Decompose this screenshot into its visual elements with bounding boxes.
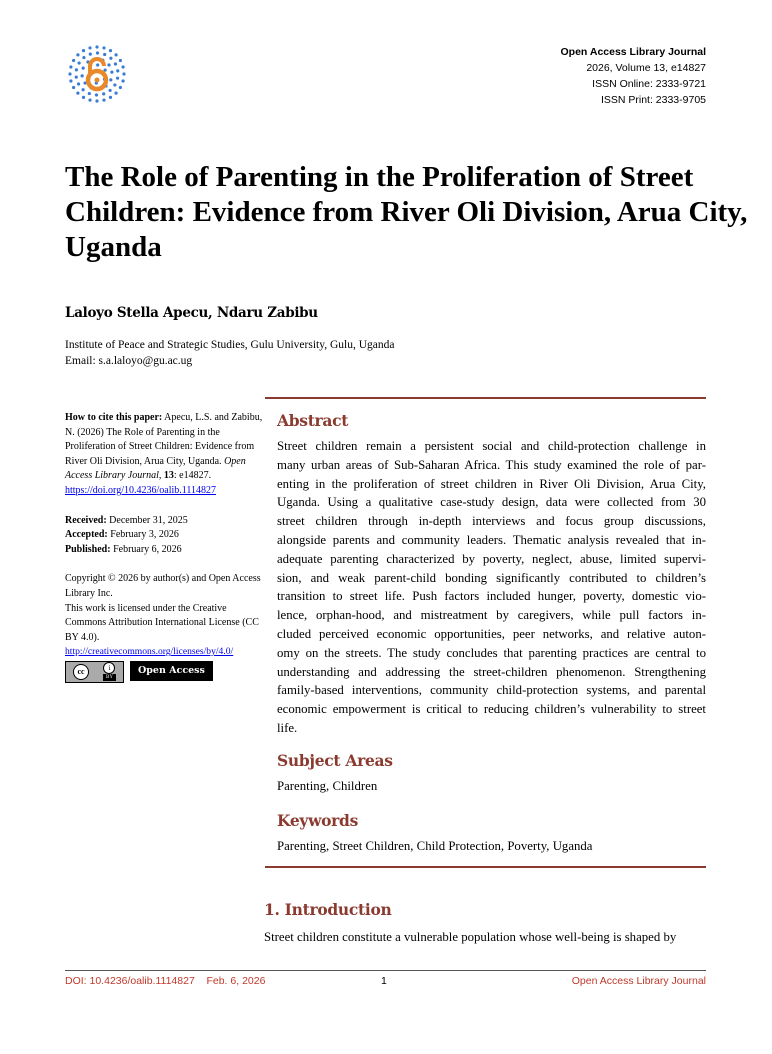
logo-dot	[75, 76, 78, 79]
subject-areas-heading: Subject Areas	[277, 751, 393, 770]
logo-dot	[75, 68, 78, 71]
abstract-line: understanding and addressing the street-children phenomenon. Strengthening	[277, 664, 706, 679]
logo-dot	[68, 72, 71, 75]
abstract-line: adequate parenting characterized by poverty, neglect, abuse, limited supervi-	[277, 551, 706, 566]
cc-icon: cc	[73, 664, 89, 680]
logo-dot	[116, 77, 119, 80]
logo-dot	[76, 53, 79, 56]
cite-pages: : e14827.	[173, 470, 212, 482]
logo-dot	[113, 83, 116, 86]
accepted-label: Accepted:	[65, 529, 108, 541]
abstract-line: sion, and weak parent-child bonding significantly contributed to children’s	[277, 570, 706, 585]
abstract-line: life.	[277, 720, 298, 735]
journal-header	[561, 44, 707, 108]
journal-name: Open Access Library Journal	[560, 46, 706, 58]
logo-dot	[88, 92, 91, 95]
page-footer	[65, 970, 706, 987]
logo-dot	[77, 61, 80, 64]
logo-dot	[82, 96, 85, 99]
badges	[65, 661, 265, 683]
received-date: December 31, 2025	[109, 514, 188, 526]
abstract-top-rule	[265, 397, 706, 399]
abstract-line: Uganda. Using a qualitative case-study design, data were collected from 30	[277, 495, 706, 510]
cite-journal: Open Access Library Journal,	[65, 455, 246, 482]
logo-dot	[88, 98, 91, 101]
logo-dot	[72, 86, 75, 89]
logo-dot	[95, 45, 98, 48]
abstract-bottom-rule	[265, 866, 706, 868]
logo-dot	[114, 62, 117, 65]
abstract-line: Street children remain a persistent social and child-protection challenge in	[277, 439, 706, 453]
issn-print: ISSN Print: 2333-9705	[600, 94, 706, 106]
open-access-badge[interactable]: Open Access	[130, 661, 213, 681]
logo-dot	[69, 79, 72, 82]
license-info	[65, 572, 265, 683]
published-label: Published:	[65, 543, 111, 555]
logo-dot	[96, 63, 99, 66]
email: Email: s.a.laloyo@gu.ac.ug	[65, 355, 193, 367]
doi-link[interactable]: https://doi.org/10.4236/oalib.1114827	[65, 484, 217, 496]
keywords-text: Parenting, Street Children, Child Protection, Poverty, Uganda	[277, 839, 593, 853]
logo-dot	[102, 98, 105, 101]
logo-dot	[96, 51, 99, 54]
accepted-date: February 3, 2026	[110, 529, 179, 541]
copyright: Copyright © 2026 by author(s) and Open Access Library Inc.	[65, 573, 261, 599]
logo-dot	[89, 52, 92, 55]
logo-dot	[103, 53, 106, 56]
issn-online: ISSN Online: 2333-9721	[592, 78, 706, 90]
logo-dot	[95, 99, 98, 102]
abstract-line: street children through in-depth interviews and focus group discussions,	[277, 514, 706, 529]
logo-dot	[77, 82, 80, 85]
cc-by-badge[interactable]	[65, 661, 124, 683]
logo-dot	[119, 86, 122, 89]
abstract-line: family-based interventions, community child-protection systems, and parental	[277, 683, 706, 698]
received-label: Received:	[65, 514, 107, 526]
logo-dot	[81, 88, 84, 91]
license-text: This work is licensed under the Creative Commons Attribution International License (CC BY 4.0).	[65, 602, 259, 643]
affiliation: Institute of Peace and Strategic Studies, Gulu University, Gulu, Uganda	[65, 339, 395, 351]
logo-dot	[107, 63, 110, 66]
abstract-text	[277, 437, 706, 738]
logo-dot	[109, 78, 112, 81]
abstract-line: economic empowerment is critical to reducing children’s vulnerability to street	[277, 702, 706, 717]
logo-dot	[108, 89, 111, 92]
by-icon: i BY	[103, 662, 116, 681]
abstract-heading: Abstract	[277, 411, 349, 430]
keywords-heading: Keywords	[277, 811, 359, 830]
license-link[interactable]: http://creativecommons.org/licenses/by/4.0/	[65, 646, 234, 658]
logo-dot	[81, 74, 84, 77]
abstract-line: omy on the streets. The study concludes that parenting practices are central to	[277, 645, 706, 660]
logo-dot	[119, 59, 122, 62]
authors: Laloyo Stella Apecu, Ndaru Zabibu	[65, 305, 318, 321]
introduction-text: Street children constitute a vulnerable population whose well-being is shaped by	[264, 930, 677, 944]
logo-dot	[102, 92, 105, 95]
logo-dot	[69, 65, 72, 68]
logo-dot	[122, 72, 125, 75]
logo-dot	[88, 46, 91, 49]
logo-dot	[116, 69, 119, 72]
logo-dot	[109, 49, 112, 52]
abstract-line: enting in the proliferation of street children in River Oli Division, Arua City,	[277, 476, 706, 491]
logo-dot	[95, 93, 98, 96]
paper-title: The Role of Parenting in the Proliferation of Street Children: Evidence from River Oli Division, Arua City, Uganda	[65, 161, 748, 263]
published-date: February 6, 2026	[113, 543, 182, 555]
logo-dot	[82, 67, 85, 70]
sidebar-info	[65, 411, 265, 683]
logo-dot	[82, 49, 85, 52]
abstract-line: alongside parents and community leaders. Thematic analysis revealed that in-	[277, 532, 706, 547]
cite-volume: 13	[163, 470, 174, 482]
footer-journal: Open Access Library Journal	[571, 975, 706, 987]
abstract-line: lence, orphan-hood, and mistreatment by caregivers, while pull factors in-	[277, 608, 706, 623]
cite-text: Apecu, L.S. and Zabibu, N. (2026) The Role of Parenting in the Proliferation of Street Children: Evidence from River Oli Division, Arua City, Uganda.	[65, 412, 263, 467]
cite-label: How to cite this paper:	[65, 412, 163, 423]
footer-doi-date	[65, 975, 265, 987]
logo-dot	[121, 65, 124, 68]
introduction-heading: 1. Introduction	[264, 900, 392, 919]
abstract-line: many urban areas of Sub-Saharan Africa. This study examined the role of par-	[277, 457, 706, 472]
abstract-line: transition to street life. Push factors included hunger, poverty, domestic vio-	[277, 589, 706, 604]
logo-dot	[109, 96, 112, 99]
logo-dot	[110, 71, 113, 74]
logo-dot	[72, 59, 75, 62]
open-access-logo-icon	[68, 45, 126, 103]
logo-dot	[109, 57, 112, 60]
logo-dot	[82, 56, 85, 59]
logo-dot	[114, 91, 117, 94]
footer-doi: DOI: 10.4236/oalib.1114827	[65, 975, 195, 987]
subject-areas-text: Parenting, Children	[277, 779, 378, 793]
logo-dot	[121, 79, 124, 82]
abstract-line: cluded perceived economic opportunities, peer networks, and relative auton-	[277, 626, 706, 641]
affiliation-block	[65, 337, 395, 369]
lock-icon	[88, 59, 106, 89]
dates	[65, 514, 265, 558]
logo-dot	[102, 46, 105, 49]
page-number: 1	[381, 975, 387, 987]
citation	[65, 411, 265, 499]
logo-dot	[114, 53, 117, 56]
journal-volume: 2026, Volume 13, e14827	[586, 62, 706, 74]
logo-dot	[76, 91, 79, 94]
footer-date: Feb. 6, 2026	[206, 975, 266, 987]
